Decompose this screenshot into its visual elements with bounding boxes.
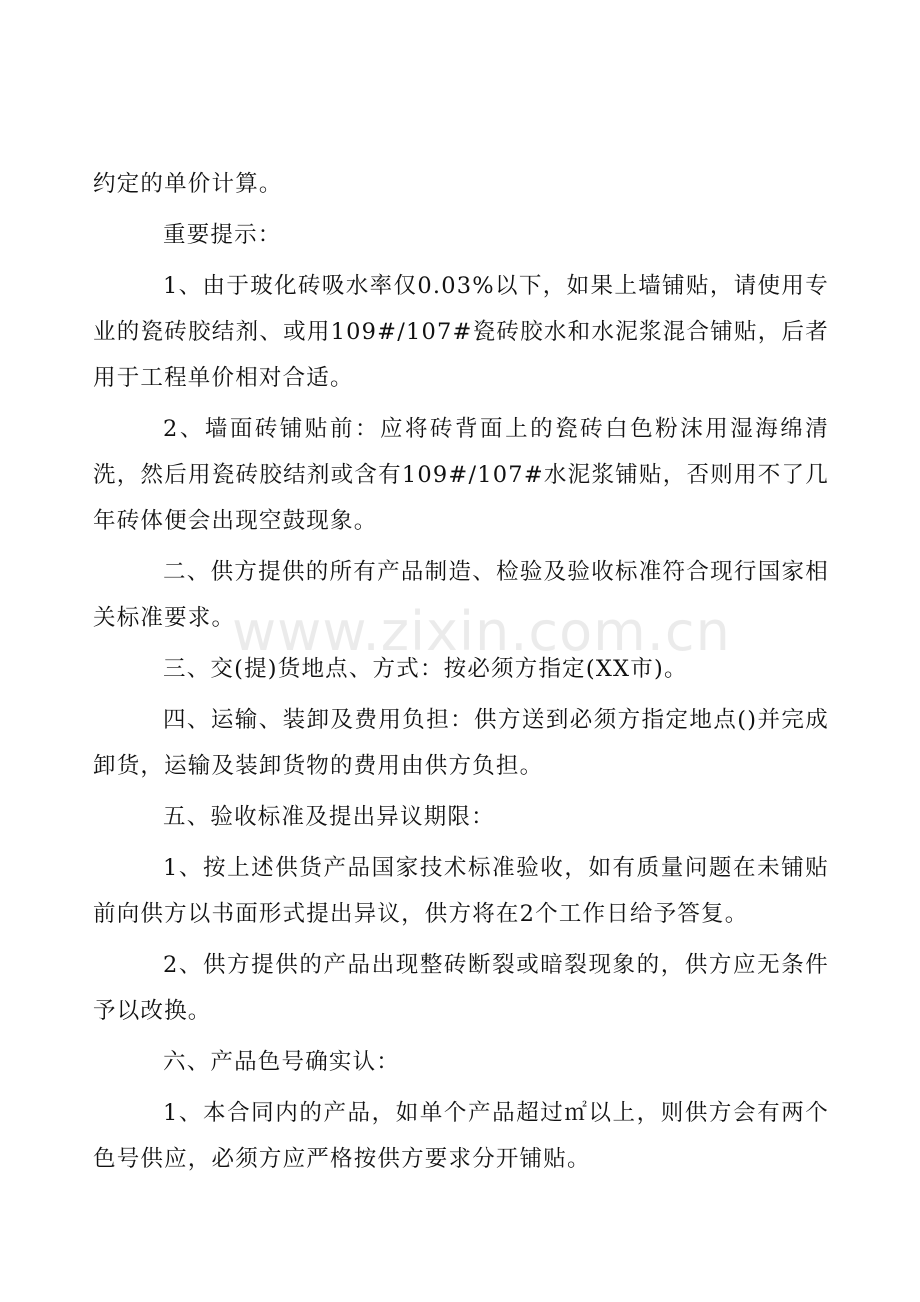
watermark-text: www.zixin.com.cn: [232, 600, 731, 663]
paragraph-2: 重要提示：: [163, 222, 282, 248]
paragraph-1: 约定的单价计算。: [93, 171, 283, 197]
paragraph-7: 四、运输、装卸及费用负担：供方送到必须方指定地点()并完成卸货，运输及装卸货物的费用由供方负担。: [93, 707, 829, 779]
document-body: [93, 161, 829, 1187]
paragraph-6: 三、交(提)货地点、方式：按必须方指定(XX市)。: [163, 656, 688, 682]
paragraph-11: 六、产品色号确实认：: [163, 1049, 401, 1075]
paragraph-10: 2、供方提供的产品出现整砖断裂或暗裂现象的，供方应无条件予以改换。: [93, 952, 829, 1024]
paragraph-3: 1、由于玻化砖吸水率仅0.03%以下，如果上墙铺贴，请使用专业的瓷砖胶结剂、或用109#/107#瓷砖胶水和水泥浆混合铺贴，后者用于工程单价相对合适。: [93, 273, 829, 391]
paragraph-12: 1、本合同内的产品，如单个产品超过㎡以上，则供方会有两个色号供应，必须方应严格按供方要求分开铺贴。: [93, 1100, 829, 1172]
paragraph-5: 二、供方提供的所有产品制造、检验及验收标准符合现行国家相关标准要求。: [93, 559, 829, 631]
paragraph-4: 2、墙面砖铺贴前：应将砖背面上的瓷砖白色粉沫用湿海绵清洗，然后用瓷砖胶结剂或含有109#/107#水泥浆铺贴，否则用不了几年砖体便会出现空鼓现象。: [93, 416, 829, 534]
paragraph-8: 五、验收标准及提出异议期限：: [163, 804, 495, 830]
paragraph-9: 1、按上述供货产品国家技术标准验收，如有质量问题在未铺贴前向供方以书面形式提出异议，供方将在2个工作日给予答复。: [93, 855, 829, 927]
